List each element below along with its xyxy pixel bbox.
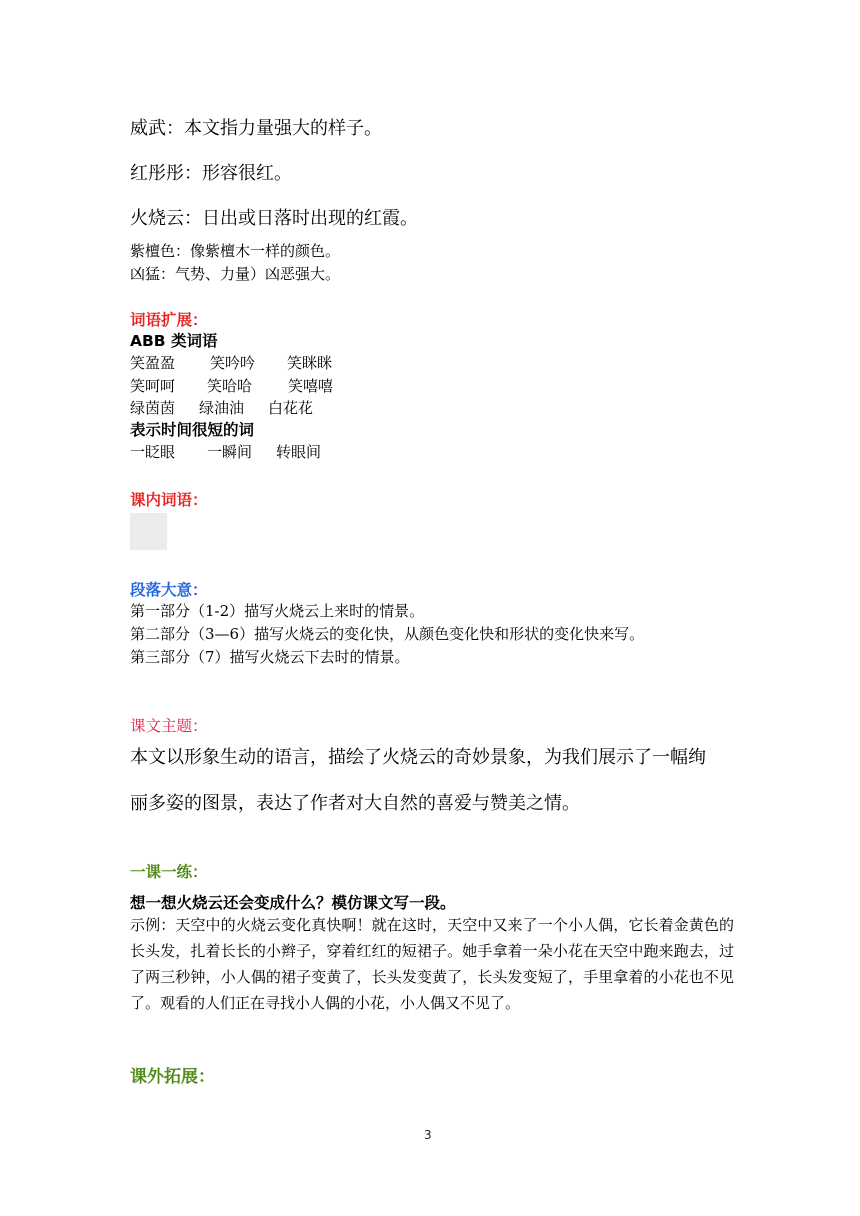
extension-heading: 课外拓展：	[130, 1067, 215, 1087]
summary-line: 第三部分（7）描写火烧云下去时的情景。	[130, 648, 410, 666]
definition-weiwu: 威武：本文指力量强大的样子。	[130, 118, 382, 139]
definition-hongtongtong: 红彤彤：形容很红。	[130, 163, 292, 184]
short-time-words-title: 表示时间很短的词	[130, 421, 255, 439]
word-item: 一眨眼	[130, 443, 176, 461]
abb-words-title: ABB 类词语	[130, 332, 218, 350]
word-item: 笑呵呵	[130, 377, 176, 395]
word-item: 笑哈哈	[207, 377, 253, 395]
exercise-heading: 一课一练：	[130, 863, 208, 881]
summary-line: 第一部分（1-2）描写火烧云上来时的情景。	[130, 602, 425, 620]
word-item: 一瞬间	[207, 443, 253, 461]
theme-line: 本文以形象生动的语言，描绘了火烧云的奇妙景象，为我们展示了一幅绚	[130, 747, 706, 768]
word-item: 笑嘻嘻	[288, 377, 334, 395]
exercise-answer: 示例：天空中的火烧云变化真快啊！就在这时，天空中又来了一个小人偶，它长着金黄色的长头发，扎着长长的小辫子，穿着红红的短裙子。她手拿着一朵小花在天空中跑来跑去，过了两三秒钟，小人偶的裙子变黄了，长头发变黄了，长头发变短了，手里拿着的小花也不见了。观看的人们正在寻找小人偶的小花，小人偶又不见了。	[130, 916, 734, 1012]
definition-zitanse: 紫檀色：像紫檀木一样的颜色。	[130, 242, 341, 260]
definition-xiongmeng: 凶猛：气势、力量）凶恶强大。	[130, 265, 341, 283]
image-placeholder	[130, 513, 167, 550]
word-item: 白花花	[268, 399, 314, 417]
summary-line: 第二部分（3—6）描写火烧云的变化快，从颜色变化快和形状的变化快来写。	[130, 625, 645, 643]
word-row	[130, 397, 313, 419]
word-item: 笑盈盈	[130, 354, 176, 372]
word-item: 笑眯眯	[287, 354, 333, 372]
definition-huoshaoyun: 火烧云：日出或日落时出现的红霞。	[130, 208, 418, 229]
word-row	[130, 441, 321, 463]
word-item: 绿油油	[199, 399, 245, 417]
word-expansion-heading: 词语扩展：	[130, 311, 208, 329]
paragraph-summary-heading: 段落大意：	[130, 581, 208, 599]
in-class-words-heading: 课内词语：	[130, 491, 208, 509]
exercise-question: 想一想火烧云还会变成什么？模仿课文写一段。	[130, 894, 456, 912]
theme-line: 丽多姿的图景，表达了作者对大自然的喜爱与赞美之情。	[130, 793, 580, 814]
word-item: 转眼间	[276, 443, 322, 461]
word-row	[130, 352, 332, 374]
word-row	[130, 375, 333, 397]
word-item: 绿茵茵	[130, 399, 176, 417]
page-number: 3	[424, 1128, 432, 1142]
theme-heading: 课文主题：	[130, 717, 208, 735]
word-item: 笑吟吟	[210, 354, 256, 372]
